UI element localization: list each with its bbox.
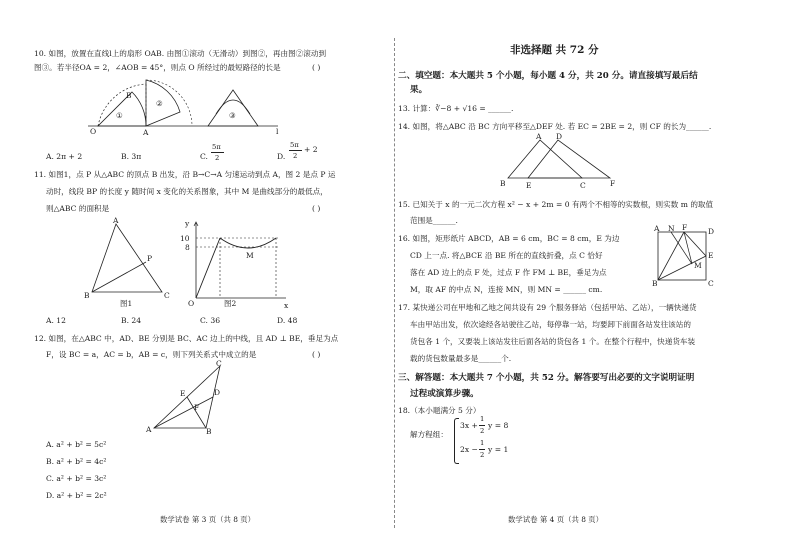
q12-label-D: D <box>214 388 221 397</box>
q11-fig1-label-C: C <box>164 291 170 300</box>
q18-eq2-left: 2x − <box>460 445 478 454</box>
q18-eq1-left: 3x + <box>460 421 478 430</box>
q12-line1: 12. 如图，在△ABC 中，AD、BE 分别是 BC、AC 边上的中线，且 AD ⊥ BE，垂足为点 <box>34 334 339 343</box>
q11-line2: 动时，线段 BP 的长度 y 随时间 x 变化的关系图象，其中 M 是曲线部分的最低点， <box>46 187 328 196</box>
q16-label-C: C <box>708 279 714 288</box>
q12-label-B: B <box>206 427 212 436</box>
q17-line1: 17. 某快递公司在甲地和乙地之间共设有 29 个服务驿站（包括甲站、乙站），一辆快递货 <box>398 303 697 312</box>
q17-line3: 货包各 1 个，又要装上该站发往后面各站的货包各 1 个。在整个行程中，快递货车装 <box>410 337 696 346</box>
q12-label-F: F <box>194 403 200 412</box>
q10-option-c-num: 5π <box>212 143 221 151</box>
q10-option-d-num: 5π <box>290 141 299 149</box>
q11-fig2-caption: 图2 <box>224 299 237 308</box>
q18-system-brace <box>454 418 459 464</box>
q12-label-E: E <box>180 389 186 398</box>
q15-line1: 15. 已知关于 x 的一元二次方程 x² − x + 2m = 0 有两个不相等的实数根，则实数 m 的取值 <box>398 200 714 209</box>
q11-fig2-tick-10: 10 <box>180 234 190 243</box>
q11-fig1-label-P: P <box>147 254 153 263</box>
q10-option-b: B. 3π <box>121 152 142 161</box>
q16-label-D: D <box>708 227 715 236</box>
q12-option-d: D. a² + b² = 2c² <box>46 491 107 500</box>
q10-line2: 图③。若半径OA = 2，∠AOB = 45°，则点 O 所经过的最短路径的长是 <box>34 63 281 72</box>
q10-option-c-prefix: C. <box>200 152 208 161</box>
q14-label-D: D <box>556 132 563 141</box>
q11-fig1-label-B: B <box>84 291 90 300</box>
q10-label-O: O <box>90 127 97 136</box>
q11-fig2-label-O: O <box>188 299 195 308</box>
q16-figure <box>652 223 716 288</box>
q11-option-d: D. 48 <box>277 316 298 325</box>
q12-figure <box>146 359 230 436</box>
q10-label-B: B <box>126 91 132 100</box>
q16-label-B: B <box>652 279 658 288</box>
q11-fig2-label-y: y <box>185 219 190 228</box>
q10-option-c-den: 2 <box>215 154 220 162</box>
q10-bracket: ( ) <box>312 63 321 72</box>
q16-line4: M，取 AF 的中点 N，连接 MN，则 MN = ______ cm. <box>410 285 603 294</box>
q16-line2: CD 上一点. 将△BCE 沿 BE 所在的直线折叠，点 C 恰好 <box>410 251 603 260</box>
q14-label-F: F <box>610 179 616 188</box>
q16-label-N: N <box>668 224 675 233</box>
q16-label-M: M <box>694 261 702 270</box>
q10-figure <box>88 76 288 138</box>
q12-label-C: C <box>216 359 222 368</box>
q18-eq1-right: y = 8 <box>488 421 509 430</box>
q11-fig1-caption: 图1 <box>120 299 133 308</box>
q10-option-d-den: 2 <box>293 152 298 160</box>
q11-option-b: B. 24 <box>121 316 142 325</box>
q18-eq2-right: y = 1 <box>488 445 509 454</box>
section3-heading-line1: 三、解答题：本大题共 7 个小题，共 52 分。解答要写出必要的文字说明证明 <box>398 373 695 383</box>
q14-label-A: A <box>536 132 542 141</box>
q13-text: 13. 计算：∛−8 + √16 = ______. <box>398 104 514 113</box>
q11-line1: 11. 如图1，点 P 从△ABC 的顶点 B 出发，沿 B→C→A 匀速运动到点 A，图 2 是点 P 运 <box>34 170 336 179</box>
q10-option-d-suffix: + 2 <box>304 145 318 154</box>
q11-line3: 则△ABC 的面积是 <box>46 204 110 213</box>
q11-option-a: A. 12 <box>46 316 66 325</box>
q14-label-B: B <box>500 179 506 188</box>
q16-label-F: F <box>682 223 688 232</box>
q17-line2: 车由甲站出发，依次途经各站驶往乙站，每停靠一站，均要卸下前面各站发往该站的 <box>410 320 691 329</box>
q11-fig2-label-x: x <box>284 301 289 310</box>
q11-figure-1 <box>84 218 174 308</box>
q11-bracket: ( ) <box>312 204 321 213</box>
q10-option-d-prefix: D. <box>277 152 286 161</box>
section3-heading-line2: 过程或演算步骤。 <box>410 389 479 399</box>
section2-heading-line1: 二、填空题：本大题共 5 个小题，每小题 4 分，共 20 分。请直接填写最后结 <box>398 71 698 81</box>
right-page-footer: 数学试卷 第 4 页（共 8 页） <box>508 515 604 524</box>
q18-heading: 18.（本小题满分 5 分） <box>398 406 481 415</box>
q11-fig2-label-M: M <box>246 251 254 260</box>
q18-eq2-frac-den: 2 <box>480 451 485 459</box>
q16-line3: 落在 AD 边上的点 F 处，过点 F 作 FM ⊥ BE，垂足为点 <box>410 268 607 277</box>
q14-text: 14. 如图，将△ABC 沿 BC 方向平移至△DEF 处. 若 EC = 2BE = 2，则 CF 的长为______. <box>398 122 712 131</box>
q11-fig2-tick-8: 8 <box>185 243 190 252</box>
section-title: 非选择题 共 72 分 <box>510 44 599 56</box>
q15-line2: 范围是______. <box>410 216 458 225</box>
q10-line1: 10. 如图，放置在直线l上的扇形 OAB. 由图①滚动（无滑动）到图②，再由图②滚动到 <box>34 49 327 58</box>
q10-label-l: l <box>276 127 279 136</box>
q11-figure-2 <box>180 218 290 308</box>
q10-label-1: ① <box>116 111 123 120</box>
q12-bracket: ( ) <box>312 350 321 359</box>
q12-label-A: A <box>146 425 152 434</box>
q12-line2: F，设 BC = a，AC = b，AB = c，则下列关系式中成立的是 <box>46 350 257 359</box>
q10-label-2: ② <box>156 99 163 108</box>
q17-line4: 载的货包数量最多是______个. <box>410 354 512 363</box>
q14-label-C: C <box>580 181 586 190</box>
q16-label-A: A <box>654 224 660 233</box>
q18-prompt: 解方程组： <box>410 430 448 439</box>
q16-line1: 16. 如图，矩形纸片 ABCD，AB = 6 cm，BC = 8 cm，E 为边 <box>398 234 620 243</box>
q10-option-a: A. 2π + 2 <box>46 152 83 161</box>
left-page-footer: 数学试卷 第 3 页（共 8 页） <box>160 515 256 524</box>
q18-eq1-frac-den: 2 <box>480 427 485 435</box>
page-divider <box>394 38 395 528</box>
q16-label-E: E <box>708 251 714 260</box>
q12-option-c: C. a² + b² = 3c² <box>46 474 107 483</box>
q12-option-b: B. a² + b² = 4c² <box>46 457 107 466</box>
left-page <box>0 0 392 560</box>
q11-fig1-label-A: A <box>113 216 119 225</box>
q10-label-A: A <box>143 128 149 137</box>
q18-eq2-frac-num: 1 <box>480 439 485 447</box>
q10-label-3: ③ <box>229 111 236 120</box>
q18-eq1-frac-num: 1 <box>480 415 485 423</box>
q14-figure <box>500 134 626 190</box>
section2-heading-line2: 果。 <box>410 85 428 95</box>
right-page <box>398 0 794 560</box>
q14-label-E: E <box>526 181 532 190</box>
q11-option-c: C. 36 <box>200 316 221 325</box>
q12-option-a: A. a² + b² = 5c² <box>46 440 107 449</box>
